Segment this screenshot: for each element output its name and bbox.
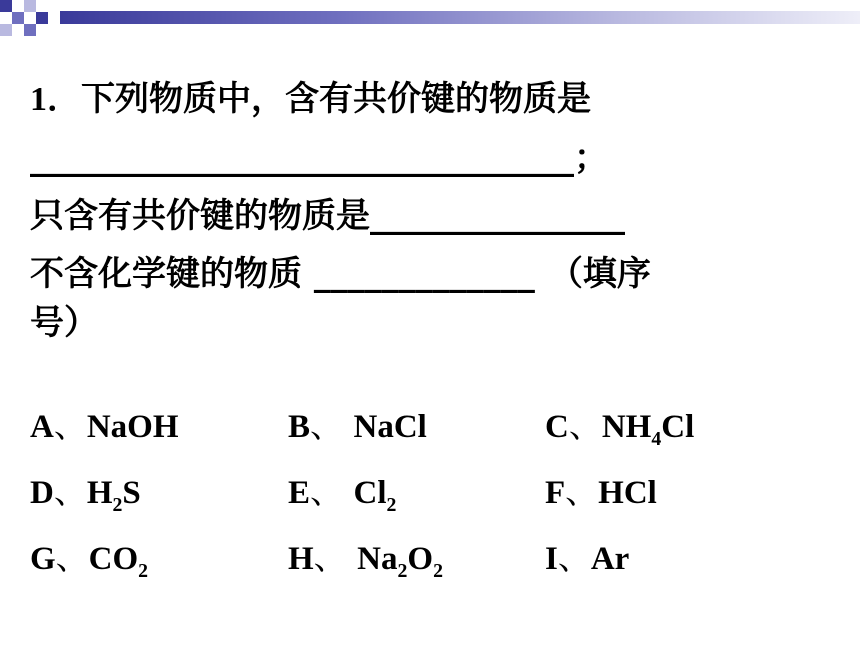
- formula-text: NaCl: [353, 409, 427, 445]
- option-letter: B: [288, 409, 311, 445]
- option-separator: 、: [55, 538, 89, 577]
- formula-text: CO: [88, 541, 139, 577]
- formula-text: HCl: [598, 475, 657, 511]
- decor-square: [36, 12, 48, 24]
- option-e: [288, 466, 397, 516]
- answer-blank-2[interactable]: _______________: [370, 196, 625, 236]
- option-f: [545, 466, 657, 513]
- header-gradient-bar: [60, 11, 860, 24]
- option-g: [30, 532, 149, 582]
- option-letter: A: [30, 409, 54, 445]
- formula-text: Cl: [353, 475, 387, 511]
- formula-text: O: [407, 541, 434, 577]
- question-text: 只含有共价键的物质是: [30, 196, 370, 236]
- question-line-3: [30, 187, 830, 245]
- question-text: 号）: [30, 303, 98, 343]
- formula-subscript: 2: [397, 560, 408, 582]
- decor-square: [0, 0, 12, 12]
- decor-square: [12, 12, 24, 24]
- formula-text: H: [86, 475, 113, 511]
- option-separator: 、: [313, 538, 358, 577]
- formula-subscript: 2: [138, 560, 149, 582]
- decor-square: [24, 0, 36, 12]
- options-row: [30, 466, 830, 532]
- answer-blank-1[interactable]: ________________________________: [30, 138, 574, 178]
- punctuation: ；: [574, 138, 608, 178]
- question-line-4: [30, 245, 830, 303]
- option-separator: 、: [53, 406, 87, 445]
- question-line-2: [30, 129, 830, 187]
- option-b: [288, 400, 427, 447]
- option-separator: 、: [568, 406, 602, 445]
- formula-text: Cl: [661, 409, 695, 445]
- question-text: 下列物质中，含有共价键的物质是: [81, 79, 591, 119]
- option-letter: G: [30, 541, 56, 577]
- option-letter: D: [30, 475, 54, 511]
- decor-square: [0, 24, 12, 36]
- formula-subscript: 2: [433, 560, 443, 582]
- question-text: （填序: [548, 254, 651, 294]
- question-line-1: [30, 70, 830, 129]
- answer-blank-3[interactable]: _____________: [313, 254, 535, 294]
- question-text: 不含化学键的物质: [30, 254, 314, 294]
- formula-text: Ar: [590, 541, 630, 577]
- formula-text: NH: [601, 409, 652, 445]
- options-row: [30, 532, 830, 598]
- formula-subscript: 4: [651, 428, 662, 450]
- option-separator: 、: [53, 472, 87, 511]
- option-c: [545, 400, 695, 450]
- option-letter: C: [545, 409, 569, 445]
- option-separator: 、: [557, 538, 591, 577]
- formula-text: Na: [357, 541, 398, 577]
- question-number: 1．: [30, 81, 81, 118]
- option-i: [545, 532, 629, 579]
- options-row: [30, 400, 830, 466]
- option-letter: H: [288, 541, 314, 577]
- formula-subscript: 2: [112, 494, 123, 516]
- formula-text: NaOH: [86, 409, 179, 445]
- formula-subscript: 2: [386, 494, 397, 516]
- option-letter: F: [545, 475, 566, 511]
- option-separator: 、: [565, 472, 599, 511]
- option-separator: 、: [310, 406, 354, 445]
- formula-text: S: [122, 475, 141, 511]
- question-line-5: [30, 303, 830, 343]
- options-list: [30, 400, 830, 598]
- option-letter: I: [545, 541, 558, 577]
- option-a: [30, 400, 179, 447]
- option-h: [288, 532, 443, 582]
- question-block: [30, 70, 830, 343]
- slide-header-decoration: [0, 0, 860, 36]
- decor-square: [24, 24, 36, 36]
- option-letter: E: [288, 475, 311, 511]
- option-d: [30, 466, 141, 516]
- option-separator: 、: [310, 472, 354, 511]
